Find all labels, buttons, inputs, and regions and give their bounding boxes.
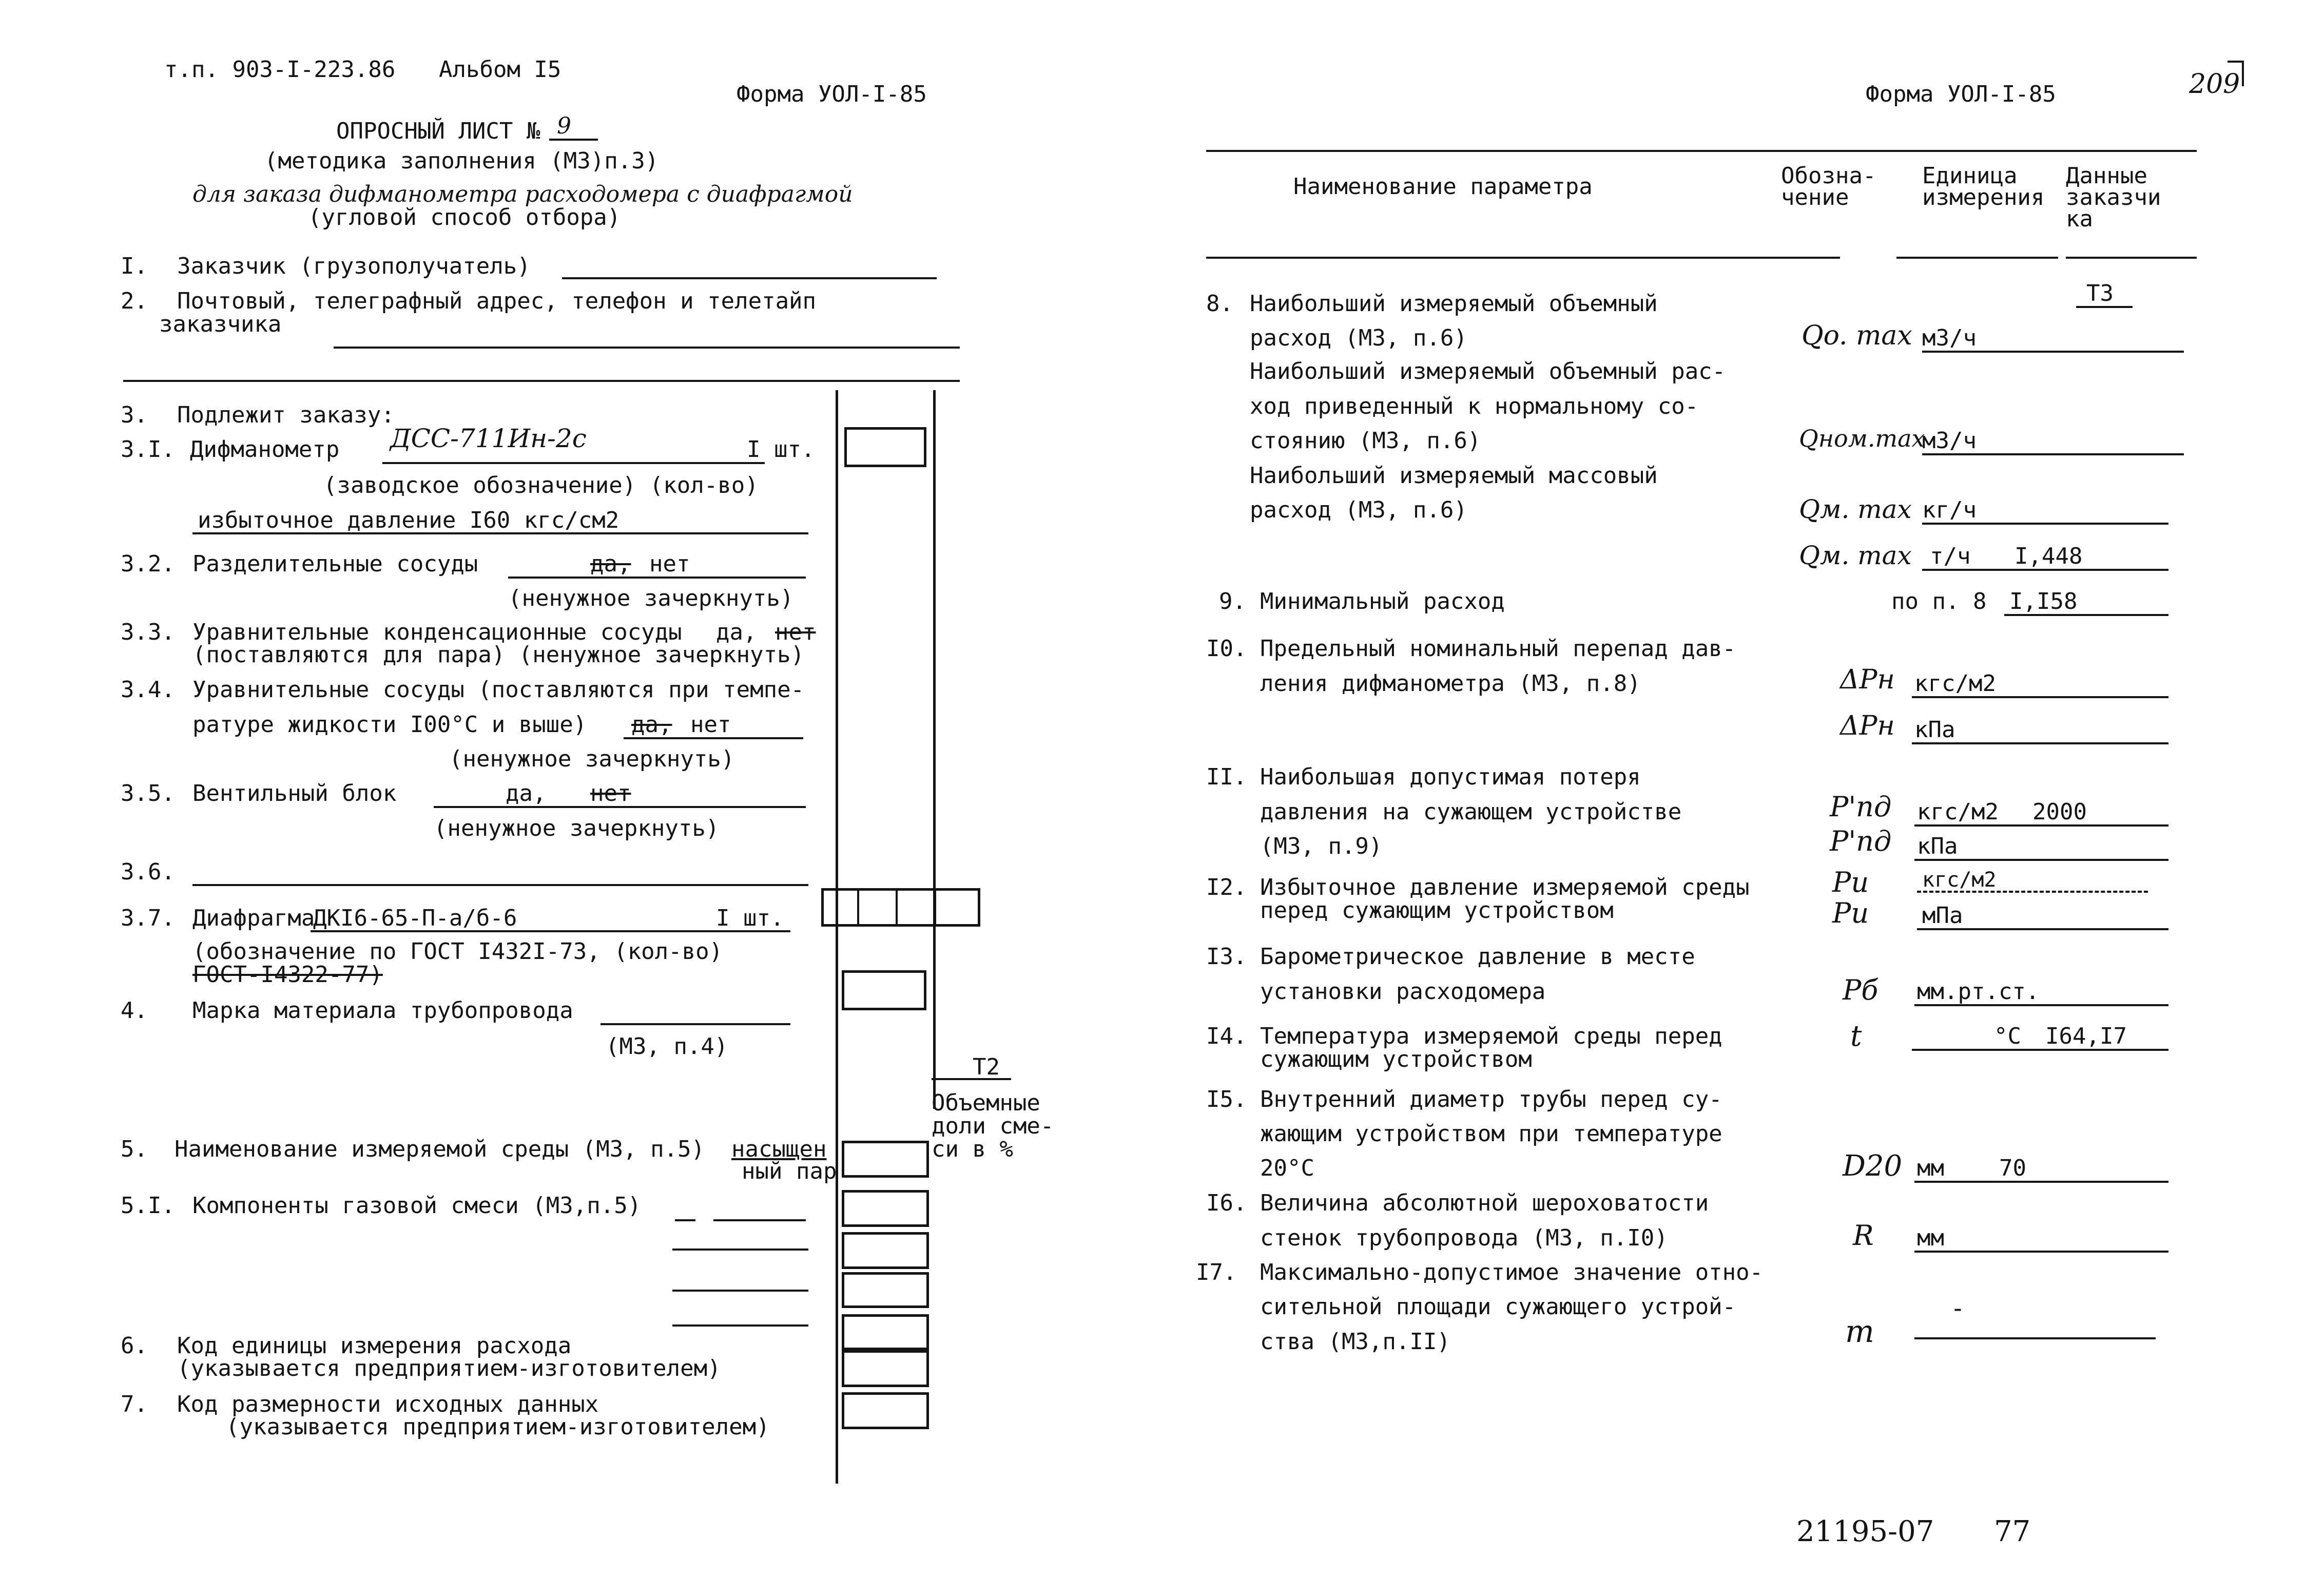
value-field-line[interactable] — [1922, 453, 2184, 455]
item-number: 6. — [121, 1333, 148, 1359]
max-volume-flow-label: Наибольший измеряемый объемный — [1250, 291, 1658, 317]
symbol-m: m — [1845, 1314, 1874, 1350]
col-customer-data: Данные заказчи ка — [2066, 163, 2161, 232]
code-box[interactable] — [842, 1232, 929, 1269]
code-box-divider — [857, 890, 859, 926]
value-field-line[interactable] — [1922, 351, 2184, 353]
excess-pressure-label: Избыточное давление измеряемой среды — [1260, 874, 1750, 900]
inner-diameter-label-2: жающим устройством при температуре — [1260, 1121, 1722, 1147]
manometer-value: ДСС-711Ин-2с — [390, 424, 587, 453]
item-number: 3.3. — [121, 619, 175, 645]
condensation-vessels-note: (поставляются для пара) (ненужное зачеркнуть) — [192, 642, 805, 668]
pressure-loss-ref: (МЗ, п.9) — [1260, 833, 1383, 859]
symbol-t: t — [1850, 1020, 1862, 1053]
inner-diameter-value: 70 — [1999, 1155, 2026, 1181]
pipe-material-field-line[interactable] — [601, 1023, 790, 1025]
code-box[interactable] — [842, 1314, 929, 1350]
item-number: 3.6. — [121, 859, 175, 885]
diaphragm-label: Диафрагма — [192, 905, 315, 931]
diaphragm-field-line[interactable] — [311, 930, 790, 932]
t2-code: Т2 — [973, 1054, 1000, 1080]
symbol-q-o-max: Qo. max — [1802, 320, 1912, 351]
t2-text: си в % — [932, 1136, 1013, 1162]
value-field-line[interactable] — [1917, 928, 2168, 930]
strike-note: (ненужное зачеркнуть) — [449, 746, 735, 772]
unit-kgf-m2: кгс/м2 — [1922, 868, 1997, 892]
code-box[interactable] — [842, 1190, 929, 1227]
column-divider-2 — [933, 390, 936, 1109]
col-designation: Обозна- чение — [1781, 163, 1876, 210]
form-label-left: Форма УОЛ-I-85 — [737, 81, 927, 107]
dimension-code-note: (указывается предприятием-изготовителем) — [226, 1414, 770, 1440]
symbol-p-pd: P'пд — [1830, 791, 1892, 823]
item-number: 3. — [121, 402, 148, 428]
row-number: I0. — [1206, 636, 1247, 662]
max-mass-flow-label: Наибольший измеряемый массовый — [1250, 463, 1658, 489]
pipe-material-label: Марка материала трубопровода — [192, 997, 573, 1024]
manometer-label: Дифманометр — [190, 436, 340, 463]
manometer-qty: I шт. — [747, 436, 815, 463]
customer-field-line[interactable] — [562, 277, 937, 279]
dimension-code-label: Код размерности исходных данных — [177, 1391, 599, 1417]
option-no: нет — [649, 551, 690, 577]
gas-components-line[interactable] — [672, 1324, 808, 1327]
symbol-delta-p: ΔPн — [1840, 710, 1895, 741]
sheet-method: (методика заполнения (М3)п.3) — [264, 148, 659, 174]
code-box-divider — [934, 890, 936, 926]
pipe-material-ref: (МЗ, п.4) — [606, 1033, 728, 1060]
unit-m3h: м3/ч — [1922, 428, 1977, 454]
value-field-line[interactable] — [2004, 614, 2168, 616]
table-header-rule — [2066, 257, 2197, 259]
row-number: I7. — [1196, 1259, 1237, 1285]
value-field-line[interactable] — [1912, 742, 2168, 744]
symbol-q-m-max: Qм. max — [1799, 494, 1912, 524]
code-box[interactable] — [844, 427, 926, 467]
manometer-field-line[interactable] — [382, 462, 765, 464]
t2-line — [932, 1078, 1011, 1080]
code-box-divider — [896, 890, 898, 926]
relative-area-label-2: сительной площади сужающего устрой- — [1260, 1294, 1736, 1320]
flow-unit-code-label: Код единицы измерения расхода — [177, 1333, 572, 1359]
max-mass-flow-label-2: расход (МЗ, п.6) — [1250, 497, 1467, 523]
code-box[interactable] — [842, 1141, 929, 1178]
value-field-line[interactable] — [1922, 523, 2168, 525]
album-label: Альбом I5 — [439, 56, 561, 83]
code-box[interactable] — [842, 1272, 929, 1308]
row-number: I6. — [1206, 1190, 1247, 1216]
pressure-loss-value: 2000 — [2032, 799, 2087, 825]
diaphragm-qty: I шт. — [716, 905, 784, 931]
pressure-drop-label-2: ления дифманометра (МЗ, п.8) — [1260, 670, 1641, 697]
option-no: нет — [590, 780, 631, 806]
footer-page: 77 — [1994, 1515, 2031, 1548]
footer-code: 21195-07 — [1796, 1515, 1934, 1548]
symbol-q-nom-max: Qном.max — [1799, 425, 1925, 452]
item-number: 3.4. — [121, 677, 175, 703]
column-divider — [836, 390, 838, 1484]
unit-kgf-m2: кгс/м2 — [1917, 799, 1999, 825]
gas-components-line[interactable] — [672, 1249, 808, 1251]
diaphragm-gost: ГОСТ-I4322-77) — [192, 962, 383, 988]
t2-text: доли сме- — [932, 1113, 1054, 1139]
value-field-line[interactable] — [1914, 1251, 2168, 1253]
value-field-line[interactable] — [1914, 1181, 2168, 1183]
gas-components-line[interactable] — [672, 1290, 808, 1292]
roughness-label-2: стенок трубопровода (МЗ, п.I0) — [1260, 1225, 1668, 1251]
value-field-line[interactable] — [1912, 696, 2168, 698]
corner-mark — [2228, 61, 2243, 63]
table-top-rule — [1206, 150, 2197, 152]
inner-diameter-label: Внутренний диаметр трубы перед су- — [1260, 1086, 1722, 1112]
code-box[interactable] — [821, 888, 980, 927]
pressure-field-line[interactable] — [192, 532, 808, 534]
item-number: 3.I. — [121, 436, 175, 463]
unit-mpa: мПа — [1922, 902, 1963, 929]
strike-note: (ненужное зачеркнуть) — [434, 815, 720, 841]
item-number: 4. — [121, 997, 148, 1024]
address-field-line-2[interactable] — [123, 380, 960, 382]
row-number: I5. — [1206, 1086, 1247, 1112]
col-unit: Единица измерения — [1922, 163, 2045, 210]
unit-celsius: °С — [1994, 1023, 2021, 1049]
item-number: 5. — [121, 1136, 148, 1162]
symbol-q-m-max: Qм. max — [1799, 541, 1912, 570]
value-field-line[interactable] — [1914, 1337, 2156, 1339]
unit-kgh: кг/ч — [1922, 497, 1977, 523]
manometer-sublabel: (заводское обозначение) (кол-во) — [323, 472, 759, 498]
value-field-line[interactable] — [1922, 569, 2168, 571]
medium-name-value: насыщен — [731, 1136, 827, 1162]
item-3-6-field-line[interactable] — [192, 884, 808, 886]
medium-name-label: Наименование измеряемой среды (МЗ, п.5) — [175, 1136, 705, 1162]
row-number: I4. — [1206, 1023, 1247, 1049]
diaphragm-sublabel: (обозначение по ГОСТ I432I-73, (кол-во) — [192, 938, 723, 965]
option-yes: да, — [506, 780, 547, 806]
address-label: Почтовый, телеграфный адрес, телефон и телетайп — [177, 288, 817, 314]
value-field-line[interactable] — [1917, 891, 2148, 893]
row-number: 9. — [1219, 588, 1246, 614]
pressure-drop-label: Предельный номинальный перепад дав- — [1260, 636, 1736, 662]
item-number: 3.5. — [121, 780, 175, 806]
pressure-loss-label: Наибольшая допустимая потеря — [1260, 764, 1641, 790]
sheet-number-line — [549, 139, 598, 141]
option-yes: да, — [631, 712, 672, 738]
equalizing-vessels-label: Уравнительные сосуды (поставляются при темпе- — [192, 677, 805, 703]
separating-vessels-label: Разделительные сосуды — [192, 551, 478, 577]
min-flow-ref: по п. 8 — [1891, 588, 1987, 614]
gas-components-line[interactable] — [713, 1219, 806, 1221]
row-number: I3. — [1206, 944, 1247, 970]
page-number: 209 — [2189, 69, 2240, 100]
unit-kpa: кПа — [1914, 717, 1955, 743]
strike-note: (ненужное зачеркнуть) — [508, 585, 794, 611]
barometric-pressure-label: Барометрическое давление в месте — [1260, 944, 1695, 970]
option-no: нет — [690, 712, 731, 738]
max-normal-flow-label-3: стоянию (МЗ, п.6) — [1250, 428, 1481, 454]
option-yes: да, — [590, 551, 631, 577]
value-field-line[interactable] — [1912, 1049, 2168, 1051]
pressure-loss-label-2: давления на сужающем устройстве — [1260, 799, 1682, 825]
unit-m3h: м3/ч — [1922, 325, 1977, 351]
symbol-p-i: Pи — [1832, 897, 1869, 929]
equalizing-vessels-label-2: ратуре жидкости I00°С и выше) — [192, 712, 587, 738]
form-label-right: Форма УОЛ-I-85 — [1866, 81, 2056, 107]
project-number: т.п. 903-I-223.86 — [164, 56, 396, 83]
table-header-rule — [1206, 257, 1840, 259]
inner-diameter-label-3: 20°С — [1260, 1155, 1314, 1181]
item-number: 5.I. — [121, 1193, 175, 1219]
excess-pressure-label-2: перед сужающим устройством — [1260, 897, 1614, 924]
code-box[interactable] — [842, 970, 926, 1010]
value-field-line[interactable] — [1914, 824, 2168, 827]
unit-th: т/ч — [1930, 543, 1971, 569]
option-no: нет — [775, 619, 816, 645]
code-box[interactable] — [842, 1350, 929, 1387]
corner-mark — [2242, 61, 2244, 86]
symbol-p-i: Pи — [1832, 866, 1869, 898]
option-yes: да, — [716, 619, 757, 645]
valve-block-field-line[interactable] — [434, 806, 806, 808]
max-normal-flow-label: Наибольший измеряемый объемный рас- — [1250, 358, 1726, 385]
value-field-line[interactable] — [1914, 859, 2168, 861]
min-flow-label: Минимальный расход — [1260, 588, 1505, 614]
item-number: 7. — [121, 1391, 148, 1417]
temperature-label: Температура измеряемой среды перед — [1260, 1023, 1722, 1049]
item-number: 2. — [121, 288, 148, 314]
value-field-line[interactable] — [1914, 1004, 2168, 1006]
item-number: I. — [121, 253, 148, 279]
temperature-value: I64,I7 — [2045, 1023, 2127, 1049]
table-header-rule — [1896, 257, 2058, 259]
row-number: II. — [1206, 764, 1247, 790]
sheet-purpose: для заказа дифманометра расходомера с диафрагмой — [192, 181, 853, 207]
temperature-label-2: сужающим устройством — [1260, 1046, 1532, 1072]
gas-components-label: Компоненты газовой смеси (МЗ,п.5) — [192, 1193, 642, 1219]
max-volume-flow-label-2: расход (МЗ, п.6) — [1250, 325, 1467, 351]
col-parameter-name: Наименование параметра — [1293, 174, 1593, 200]
symbol-delta-p: ΔPн — [1840, 664, 1895, 695]
unit-mmhg: мм.рт.ст. — [1917, 978, 2040, 1005]
customer-label: Заказчик (грузополучатель) — [177, 253, 531, 279]
unit-mm: мм — [1917, 1225, 1944, 1251]
item-number: 3.7. — [121, 905, 175, 931]
unit-kgf-m2: кгс/м2 — [1914, 670, 1996, 697]
symbol-r: R — [1853, 1219, 1874, 1252]
unit-mm: мм — [1917, 1155, 1944, 1181]
sheet-method2: (угловой способ отбора) — [308, 204, 621, 231]
medium-name-value-2: ный пар — [742, 1158, 837, 1184]
symbol-p-pd: P'пд — [1830, 825, 1892, 857]
roughness-label: Величина абсолютной шероховатости — [1260, 1190, 1709, 1216]
separating-vessels-field-line[interactable] — [508, 577, 806, 579]
symbol-d20: D20 — [1843, 1149, 1903, 1183]
t2-text: Объемные — [932, 1090, 1040, 1116]
item-number: 3.2. — [121, 551, 175, 577]
gas-components-line[interactable] — [675, 1219, 695, 1221]
diaphragm-value: ДКI6-65-П-а/б-6 — [313, 905, 517, 931]
unit-kpa: кПа — [1917, 833, 1958, 859]
relative-area-label: Максимально-допустимое значение отно- — [1260, 1259, 1764, 1285]
sheet-number: 9 — [557, 113, 571, 139]
equalizing-vessels-field-line[interactable] — [624, 737, 803, 739]
pressure-value: избыточное давление I60 кгс/см2 — [198, 507, 619, 533]
max-mass-flow-value: I,448 — [2015, 543, 2083, 569]
code-box[interactable] — [842, 1392, 929, 1429]
relative-area-label-3: ства (МЗ,п.II) — [1260, 1329, 1450, 1355]
row-number: I2. — [1206, 874, 1247, 900]
flow-unit-code-note: (указывается предприятием-изготовителем) — [177, 1355, 721, 1381]
min-flow-value: I,I58 — [2009, 588, 2078, 614]
sheet-title: ОПРОСНЫЙ ЛИСТ № — [336, 118, 540, 144]
row-number: 8. — [1206, 291, 1233, 317]
barometric-pressure-label-2: установки расходомера — [1260, 978, 1546, 1005]
max-normal-flow-label-2: ход приведенный к нормальному со- — [1250, 393, 1699, 419]
symbol-p-b: Pб — [1843, 974, 1878, 1006]
address-label-2: заказчика — [159, 311, 282, 337]
relative-area-value: - — [1950, 1294, 1965, 1323]
condensation-vessels-label: Уравнительные конденсационные сосуды — [192, 619, 682, 645]
t3-line — [2076, 306, 2133, 308]
valve-block-label: Вентильный блок — [192, 780, 397, 806]
order-label: Подлежит заказу: — [177, 402, 395, 428]
t3-code: Т3 — [2086, 280, 2114, 306]
address-field-line[interactable] — [334, 347, 960, 349]
